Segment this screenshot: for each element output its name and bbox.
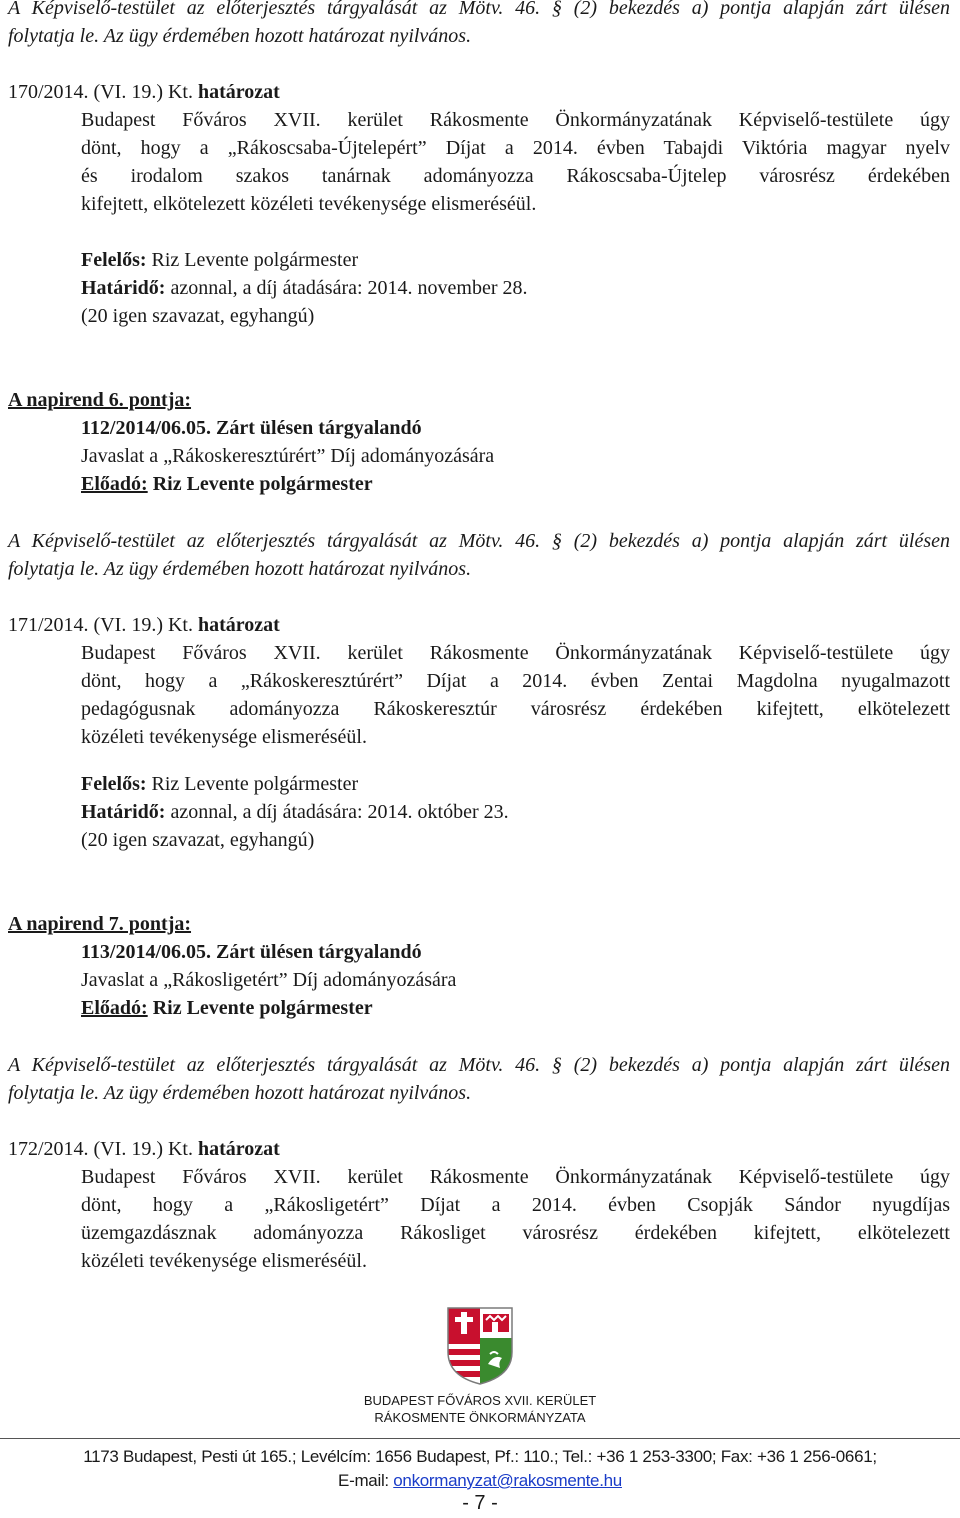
resolution-number: 172/2014. (VI. 19.) Kt.	[8, 1138, 193, 1160]
responsible-value: Riz Levente polgármester	[146, 249, 359, 271]
resolution-word: határozat	[197, 1138, 280, 1160]
agenda-item-line	[81, 414, 422, 442]
closed-session-notice-line: folytatja le. Az ügy érdemében hozott határozat nyilvános.	[8, 558, 472, 580]
resolution-text-line: Budapest Főváros XVII. kerület Rákosmente Önkormányzatának Képviselő-testülete úgy	[81, 642, 950, 664]
footer-divider	[0, 1438, 960, 1439]
page-number: - 7 -	[462, 1492, 498, 1514]
agenda-item-line	[81, 938, 422, 966]
deadline-label: Határidő:	[81, 277, 166, 299]
deadline-label: Határidő:	[81, 801, 166, 823]
deadline-line	[81, 798, 509, 826]
deadline-value: azonnal, a díj átadására: 2014. október 23.	[165, 801, 509, 823]
agenda-proposal: Javaslat a „Rákoskeresztúrért” Díj adományozására	[81, 445, 495, 467]
responsible-line	[81, 246, 358, 274]
resolution-text-line: kifejtett, elkötelezett közéleti tevékenysége elismeréséül.	[81, 193, 537, 215]
resolution-heading	[8, 611, 280, 639]
resolution-text-line: közéleti tevékenysége elismeréséül.	[81, 726, 367, 748]
resolution-number: 170/2014. (VI. 19.) Kt.	[8, 81, 193, 103]
presenter-line	[81, 994, 373, 1022]
agenda-number: 113/2014/06.05.	[81, 941, 212, 963]
deadline-value: azonnal, a díj átadására: 2014. november 28.	[165, 277, 528, 299]
resolution-text-line: Budapest Főváros XVII. kerület Rákosmente Önkormányzatának Képviselő-testülete úgy	[81, 109, 950, 131]
presenter-value: Riz Levente polgármester	[147, 997, 373, 1019]
footer-org-name: RÁKOSMENTE ÖNKORMÁNYZATA	[374, 1410, 586, 1425]
resolution-text-line: dönt, hogy a „Rákosligetért” Díjat a 2014. évben Csopják Sándor nyugdíjas	[81, 1194, 950, 1216]
footer-email-label: E-mail:	[338, 1471, 394, 1490]
resolution-heading	[8, 78, 280, 106]
closed-session-notice-line: A Képviselő-testület az előterjesztés tárgyalását az Mötv. 46. § (2) bekezdés a) pontja alapján zárt ülésen	[8, 530, 950, 552]
resolution-word: határozat	[197, 614, 280, 636]
resolution-text-line: és irodalom szakos tanárnak adományozza Rákoscsaba-Újtelep városrész érdekében	[81, 165, 950, 187]
footer-email-line	[0, 1470, 960, 1492]
agenda-heading: A napirend 6. pontja:	[8, 389, 192, 411]
responsible-label: Felelős:	[81, 249, 147, 271]
closed-session-notice-line: A Képviselő-testület az előterjesztés tárgyalását az Mötv. 46. § (2) bekezdés a) pontja alapján zárt ülésen	[8, 1054, 950, 1076]
agenda-closed: Zárt ülésen tárgyalandó	[211, 417, 422, 439]
vote-result: (20 igen szavazat, egyhangú)	[81, 829, 315, 851]
footer-org-name: BUDAPEST FŐVÁROS XVII. KERÜLET	[363, 1393, 597, 1408]
presenter-value: Riz Levente polgármester	[147, 473, 373, 495]
closed-session-notice-line: A Képviselő-testület az előterjesztés tárgyalását az Mötv. 46. § (2) bekezdés a) pontja alapján zárt ülésen	[8, 0, 950, 19]
resolution-text-line: üzemgazdásznak adományozza Rákosliget városrész érdekében kifejtett, elkötelezett	[81, 1222, 950, 1244]
resolution-word: határozat	[197, 81, 280, 103]
responsible-value: Riz Levente polgármester	[146, 773, 359, 795]
responsible-label: Felelős:	[81, 773, 147, 795]
resolution-text-line: közéleti tevékenysége elismeréséül.	[81, 1250, 367, 1272]
resolution-text-line: pedagógusnak adományozza Rákoskeresztúr városrész érdekében kifejtett, elkötelezett	[81, 698, 950, 720]
resolution-heading	[8, 1135, 280, 1163]
presenter-line	[81, 470, 373, 498]
agenda-number: 112/2014/06.05.	[81, 417, 212, 439]
presenter-label: Előadó:	[81, 997, 148, 1019]
presenter-label: Előadó:	[81, 473, 148, 495]
coat-of-arms-icon	[446, 1306, 514, 1386]
agenda-proposal: Javaslat a „Rákosligetért” Díj adományozására	[81, 969, 457, 991]
closed-session-notice-line: folytatja le. Az ügy érdemében hozott határozat nyilvános.	[8, 25, 472, 47]
agenda-heading: A napirend 7. pontja:	[8, 913, 192, 935]
resolution-text-line: dönt, hogy a „Rákoscsaba-Újtelepért” Díjat a 2014. évben Tabajdi Viktória magyar nyelv	[81, 137, 950, 159]
resolution-number: 171/2014. (VI. 19.) Kt.	[8, 614, 193, 636]
footer-email-link[interactable]: onkormanyzat@rakosmente.hu	[393, 1471, 622, 1490]
responsible-line	[81, 770, 358, 798]
agenda-closed: Zárt ülésen tárgyalandó	[211, 941, 422, 963]
closed-session-notice-line: folytatja le. Az ügy érdemében hozott határozat nyilvános.	[8, 1082, 472, 1104]
resolution-text-line: dönt, hogy a „Rákoskeresztúrért” Díjat a 2014. évben Zentai Magdolna nyugalmazott	[81, 670, 950, 692]
vote-result: (20 igen szavazat, egyhangú)	[81, 305, 315, 327]
resolution-text-line: Budapest Főváros XVII. kerület Rákosmente Önkormányzatának Képviselő-testülete úgy	[81, 1166, 950, 1188]
deadline-line	[81, 274, 528, 302]
footer-address: 1173 Budapest, Pesti út 165.; Levélcím: 1656 Budapest, Pf.: 110.; Tel.: +36 1 253-3300; Fax: +36 1 256-0661;	[83, 1447, 877, 1466]
